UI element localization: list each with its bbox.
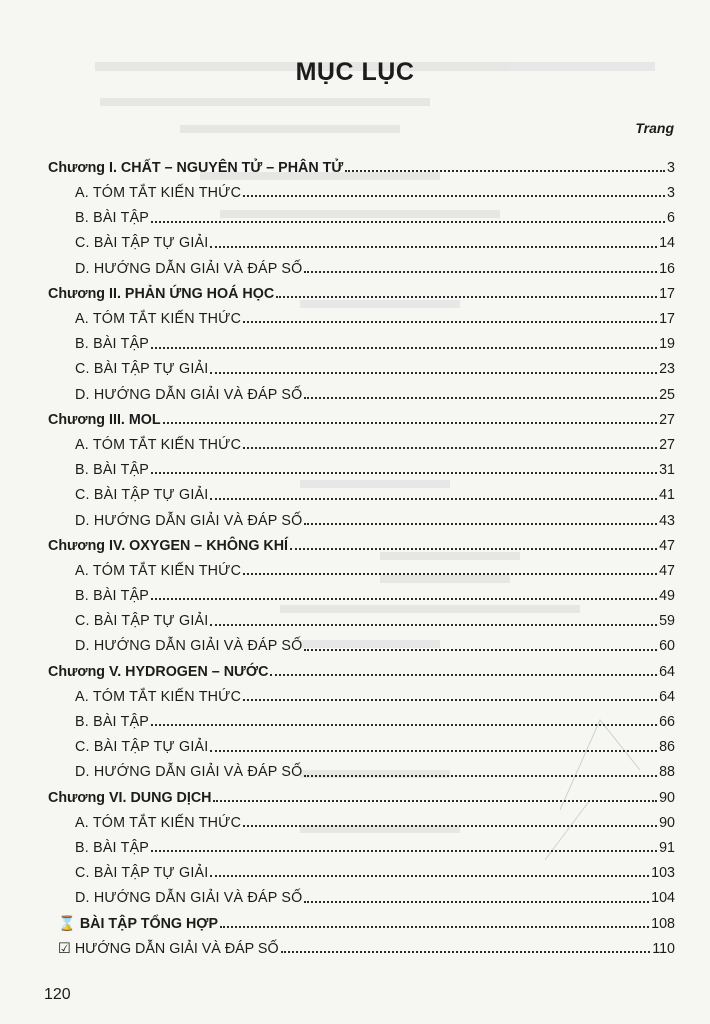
toc-entry-title [75, 262, 302, 276]
table-of-contents [48, 150, 675, 956]
toc-entry-page: 17 [659, 285, 675, 302]
toc-entry-label: B. BÀI TẬP [75, 714, 150, 731]
toc-section-entry [48, 427, 675, 452]
toc-entry-page: 59 [659, 613, 675, 630]
toc-entry-title [48, 413, 161, 427]
toc-entry-title [75, 362, 208, 376]
toc-section-entry [48, 755, 675, 780]
toc-entry-title [75, 690, 241, 704]
toc-entry-title [75, 388, 302, 402]
toc-entry-page: 16 [659, 260, 675, 277]
toc-entry-label: Chương VI. DUNG DỊCH [48, 789, 212, 806]
toc-entry-title [75, 186, 241, 200]
toc-entry-title [75, 715, 149, 729]
toc-entry-page: 90 [659, 814, 675, 831]
toc-entry-label: C. BÀI TẬP TỰ GIẢI [75, 739, 209, 756]
toc-entry-page: 6 [667, 210, 675, 227]
toc-entry-label: C. BÀI TẬP TỰ GIẢI [75, 613, 209, 630]
toc-section-entry [48, 352, 675, 377]
toc-entry-label: B. BÀI TẬP [75, 462, 150, 479]
toc-entry-page: 27 [659, 436, 675, 453]
dot-leader [243, 447, 657, 449]
toc-chapter-entry [48, 528, 675, 553]
toc-section-entry [48, 452, 675, 477]
page-title: MỤC LỤC [295, 58, 415, 86]
toc-entry-page: 88 [659, 764, 675, 781]
toc-entry-page: 91 [659, 839, 675, 856]
dot-leader [243, 699, 657, 701]
toc-entry-title [75, 564, 241, 578]
toc-entry-label: B. BÀI TẬP [75, 210, 150, 227]
toc-entry-label: A. TÓM TẮT KIẾN THỨC [75, 311, 242, 328]
dot-leader [151, 347, 657, 349]
toc-entry-label: D. HƯỚNG DẪN GIẢI VÀ ĐÁP SỐ [75, 764, 303, 781]
toc-entry-title [58, 942, 279, 956]
dot-leader [290, 548, 657, 550]
dot-leader [210, 372, 657, 374]
toc-entry-page: 64 [659, 663, 675, 680]
dot-leader [304, 397, 657, 399]
dot-leader [220, 926, 649, 928]
toc-section-entry [48, 855, 675, 880]
toc-section-entry [48, 578, 675, 603]
checkbox-icon: ☑ [58, 940, 71, 957]
toc-entry-label: Chương V. HYDROGEN – NƯỚC [48, 663, 269, 680]
toc-entry-title [75, 841, 149, 855]
dot-leader [270, 674, 657, 676]
toc-section-entry [48, 301, 675, 326]
toc-section-entry [48, 603, 675, 628]
dot-leader [151, 724, 657, 726]
toc-entry-page: 104 [651, 890, 675, 907]
toc-entry-page: 31 [659, 462, 675, 479]
toc-special-entry [48, 906, 675, 931]
toc-chapter-entry [48, 276, 675, 301]
dot-leader [243, 195, 665, 197]
toc-entry-label: D. HƯỚNG DẪN GIẢI VÀ ĐÁP SỐ [75, 260, 303, 277]
toc-entry-page: 60 [659, 638, 675, 655]
toc-section-entry [48, 377, 675, 402]
toc-section-entry [48, 477, 675, 502]
toc-entry-label: BÀI TẬP TỔNG HỢP [79, 915, 219, 932]
page-number: 120 [44, 986, 71, 1003]
toc-entry-page: 47 [659, 537, 675, 554]
toc-entry-page: 103 [651, 865, 675, 882]
toc-section-entry [48, 326, 675, 351]
dot-leader [243, 321, 657, 323]
dot-leader [210, 875, 649, 877]
toc-entry-page: 108 [651, 915, 675, 932]
toc-section-entry [48, 553, 675, 578]
toc-entry-page: 3 [667, 159, 675, 176]
dot-leader [243, 825, 657, 827]
toc-entry-label: B. BÀI TẬP [75, 588, 150, 605]
toc-section-entry [48, 251, 675, 276]
toc-entry-title [58, 917, 218, 931]
dot-leader [304, 649, 657, 651]
dot-leader [281, 951, 651, 953]
toc-entry-page: 27 [659, 411, 675, 428]
toc-entry-label: A. TÓM TẮT KIẾN THỨC [75, 562, 242, 579]
toc-entry-label: D. HƯỚNG DẪN GIẢI VÀ ĐÁP SỐ [75, 512, 303, 529]
toc-section-entry [48, 503, 675, 528]
toc-entry-label: C. BÀI TẬP TỰ GIẢI [75, 865, 209, 882]
toc-section-entry [48, 729, 675, 754]
dot-leader [210, 246, 657, 248]
toc-entry-title [75, 589, 149, 603]
toc-entry-title [75, 740, 208, 754]
toc-entry-title [75, 463, 149, 477]
dot-leader [304, 901, 649, 903]
dot-leader [163, 422, 657, 424]
toc-section-entry [48, 200, 675, 225]
toc-entry-page: 41 [659, 487, 675, 504]
dot-leader [210, 624, 657, 626]
toc-entry-page: 25 [659, 386, 675, 403]
toc-entry-title [75, 765, 302, 779]
dot-leader [213, 800, 657, 802]
toc-entry-page: 19 [659, 336, 675, 353]
toc-special-entry [48, 931, 675, 956]
toc-entry-title [75, 891, 302, 905]
toc-entry-title [75, 488, 208, 502]
toc-entry-page: 47 [659, 562, 675, 579]
toc-entry-label: B. BÀI TẬP [75, 839, 150, 856]
dot-leader [210, 750, 657, 752]
toc-entry-label: C. BÀI TẬP TỰ GIẢI [75, 487, 209, 504]
toc-entry-page: 17 [659, 311, 675, 328]
toc-section-entry [48, 704, 675, 729]
dot-leader [276, 296, 657, 298]
toc-chapter-entry [48, 780, 675, 805]
toc-entry-page: 86 [659, 739, 675, 756]
toc-entry-title [75, 639, 302, 653]
hourglass-icon: ⌛ [58, 915, 76, 932]
toc-entry-label: C. BÀI TẬP TỰ GIẢI [75, 235, 209, 252]
toc-entry-label: Chương I. CHẤT – NGUYÊN TỬ – PHÂN TỬ [48, 159, 344, 176]
toc-entry-label: Chương III. MOL [48, 411, 161, 428]
dot-leader [151, 598, 657, 600]
toc-entry-label: D. HƯỚNG DẪN GIẢI VÀ ĐÁP SỐ [75, 638, 303, 655]
toc-entry-label: A. TÓM TẮT KIẾN THỨC [75, 688, 242, 705]
toc-section-entry [48, 679, 675, 704]
toc-entry-title [48, 161, 343, 175]
toc-entry-page: 90 [659, 789, 675, 806]
toc-entry-label: A. TÓM TẮT KIẾN THỨC [75, 185, 242, 202]
toc-entry-label: Chương IV. OXYGEN – KHÔNG KHÍ [48, 537, 289, 554]
toc-entry-title [48, 791, 211, 805]
toc-entry-page: 14 [659, 235, 675, 252]
toc-section-entry [48, 830, 675, 855]
dot-leader [151, 472, 657, 474]
dot-leader [151, 221, 665, 223]
toc-section-entry [48, 175, 675, 200]
dot-leader [304, 271, 657, 273]
toc-entry-title [48, 539, 288, 553]
toc-entry-page: 43 [659, 512, 675, 529]
dot-leader [304, 523, 657, 525]
toc-chapter-entry [48, 150, 675, 175]
toc-section-entry [48, 805, 675, 830]
dot-leader [151, 850, 657, 852]
dot-leader [210, 498, 657, 500]
dot-leader [345, 170, 665, 172]
dot-leader [304, 775, 657, 777]
toc-entry-title [75, 816, 241, 830]
toc-entry-title [75, 211, 149, 225]
toc-entry-title [75, 866, 208, 880]
toc-section-entry [48, 629, 675, 654]
toc-entry-title [48, 665, 268, 679]
toc-entry-label: HƯỚNG DẪN GIẢI VÀ ĐÁP SỐ [74, 940, 279, 957]
dot-leader [243, 573, 657, 575]
toc-entry-page: 110 [652, 940, 675, 957]
toc-entry-title [75, 312, 241, 326]
toc-entry-title [48, 287, 274, 301]
toc-entry-label: A. TÓM TẮT KIẾN THỨC [75, 436, 242, 453]
toc-entry-title [75, 236, 208, 250]
toc-section-entry [48, 226, 675, 251]
toc-entry-page: 3 [667, 185, 675, 202]
toc-entry-label: Chương II. PHẢN ỨNG HOÁ HỌC [48, 285, 275, 302]
toc-entry-label: D. HƯỚNG DẪN GIẢI VÀ ĐÁP SỐ [75, 386, 303, 403]
page-column-header: Trang [635, 120, 674, 136]
toc-entry-title [75, 337, 149, 351]
toc-entry-label: D. HƯỚNG DẪN GIẢI VÀ ĐÁP SỐ [75, 890, 303, 907]
toc-entry-label: A. TÓM TẮT KIẾN THỨC [75, 814, 242, 831]
toc-entry-title [75, 614, 208, 628]
toc-chapter-entry [48, 402, 675, 427]
toc-entry-page: 64 [659, 688, 675, 705]
toc-chapter-entry [48, 654, 675, 679]
toc-entry-page: 66 [659, 714, 675, 731]
toc-entry-label: B. BÀI TẬP [75, 336, 150, 353]
toc-entry-label: C. BÀI TẬP TỰ GIẢI [75, 361, 209, 378]
toc-entry-title [75, 514, 302, 528]
toc-section-entry [48, 880, 675, 905]
toc-entry-page: 49 [659, 588, 675, 605]
toc-entry-page: 23 [659, 361, 675, 378]
toc-entry-title [75, 438, 241, 452]
